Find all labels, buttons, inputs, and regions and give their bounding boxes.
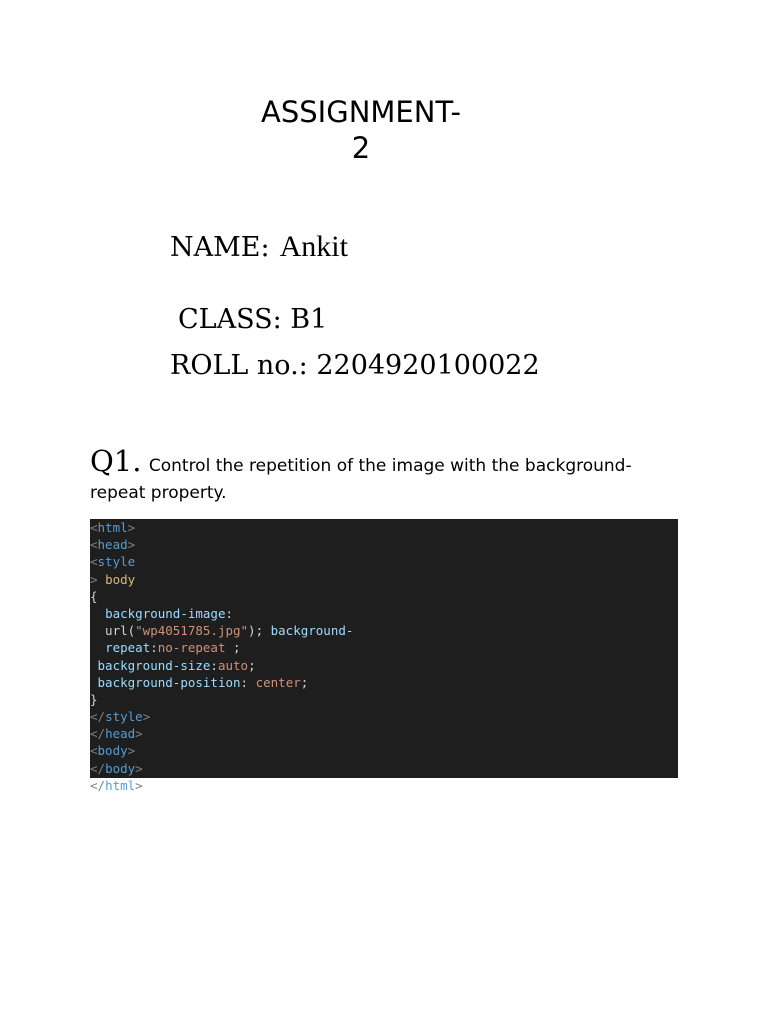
code-token: > xyxy=(142,709,151,725)
code-token: < xyxy=(90,537,98,553)
code-token: </ xyxy=(90,760,106,776)
code-token: background-position xyxy=(97,674,241,690)
code-token: background-size xyxy=(97,657,211,673)
code-token: > xyxy=(127,520,136,535)
code-token: } xyxy=(90,691,98,707)
code-line xyxy=(90,553,678,570)
code-line xyxy=(90,622,678,639)
code-token xyxy=(90,640,105,655)
code-token: body xyxy=(105,760,136,776)
code-token: repeat xyxy=(105,640,151,656)
code-token: ; xyxy=(300,674,309,690)
code-token: </ xyxy=(90,709,106,725)
code-token: { xyxy=(90,588,98,604)
code-token: ); xyxy=(248,623,271,639)
code-token: : xyxy=(240,674,256,690)
code-token: url( xyxy=(90,623,136,639)
question-1 xyxy=(90,444,650,507)
code-token: : xyxy=(150,640,158,656)
code-token: > xyxy=(135,726,143,742)
code-token: ; xyxy=(225,640,241,656)
code-line xyxy=(90,742,678,759)
code-token: </ xyxy=(90,777,106,793)
code-token: html xyxy=(97,520,128,535)
question-number: Q1. xyxy=(90,444,142,478)
code-token xyxy=(90,675,98,690)
code-token: body xyxy=(105,571,136,587)
code-line xyxy=(90,519,678,536)
name-label: NAME: xyxy=(170,232,270,263)
code-token: background-image xyxy=(105,605,226,621)
code-line xyxy=(90,571,678,588)
code-token: </ xyxy=(90,726,106,742)
code-token: style xyxy=(105,709,143,725)
code-token: : xyxy=(210,657,218,673)
code-line xyxy=(90,588,678,605)
code-line xyxy=(90,536,678,553)
code-token: > xyxy=(90,571,106,587)
code-token: html xyxy=(105,777,136,793)
code-token: < xyxy=(90,554,98,570)
class-row: CLASS: B1 xyxy=(178,304,328,335)
code-token: > xyxy=(135,777,143,793)
code-token: head xyxy=(97,537,128,553)
code-token: auto xyxy=(217,657,249,673)
code-token: < xyxy=(90,743,98,759)
code-line xyxy=(90,657,678,674)
code-token: head xyxy=(105,726,136,742)
code-line xyxy=(90,674,678,691)
assignment-title-line1: ASSIGNMENT- xyxy=(261,95,461,129)
assignment-title xyxy=(240,94,482,166)
code-screenshot xyxy=(90,519,678,793)
code-token: no-repeat xyxy=(157,640,226,656)
roll-number-row: ROLL no.: 2204920100022 xyxy=(170,350,540,381)
code-token: > xyxy=(127,537,136,553)
code-token: body xyxy=(97,743,128,759)
code-token xyxy=(90,658,98,673)
code-line xyxy=(90,777,678,794)
name-value: Ankit xyxy=(279,230,348,263)
code-token xyxy=(90,606,105,621)
code-line xyxy=(90,708,678,725)
code-token: style xyxy=(97,554,136,570)
code-line xyxy=(90,639,678,656)
code-token: center xyxy=(255,674,301,690)
code-line xyxy=(90,760,678,777)
code-token: > xyxy=(127,743,136,759)
question-text: Control the repetition of the image with the background-repeat property. xyxy=(90,456,632,503)
name-row xyxy=(170,230,348,264)
assignment-title-line2: 2 xyxy=(351,131,371,165)
code-token: > xyxy=(135,760,143,776)
code-line xyxy=(90,605,678,622)
code-token: "wp4051785.jpg" xyxy=(135,623,249,639)
code-token: background- xyxy=(270,623,354,639)
code-token: : xyxy=(225,605,234,621)
code-token: < xyxy=(90,520,98,535)
code-line xyxy=(90,725,678,742)
code-line xyxy=(90,691,678,708)
code-token: ; xyxy=(248,657,256,673)
